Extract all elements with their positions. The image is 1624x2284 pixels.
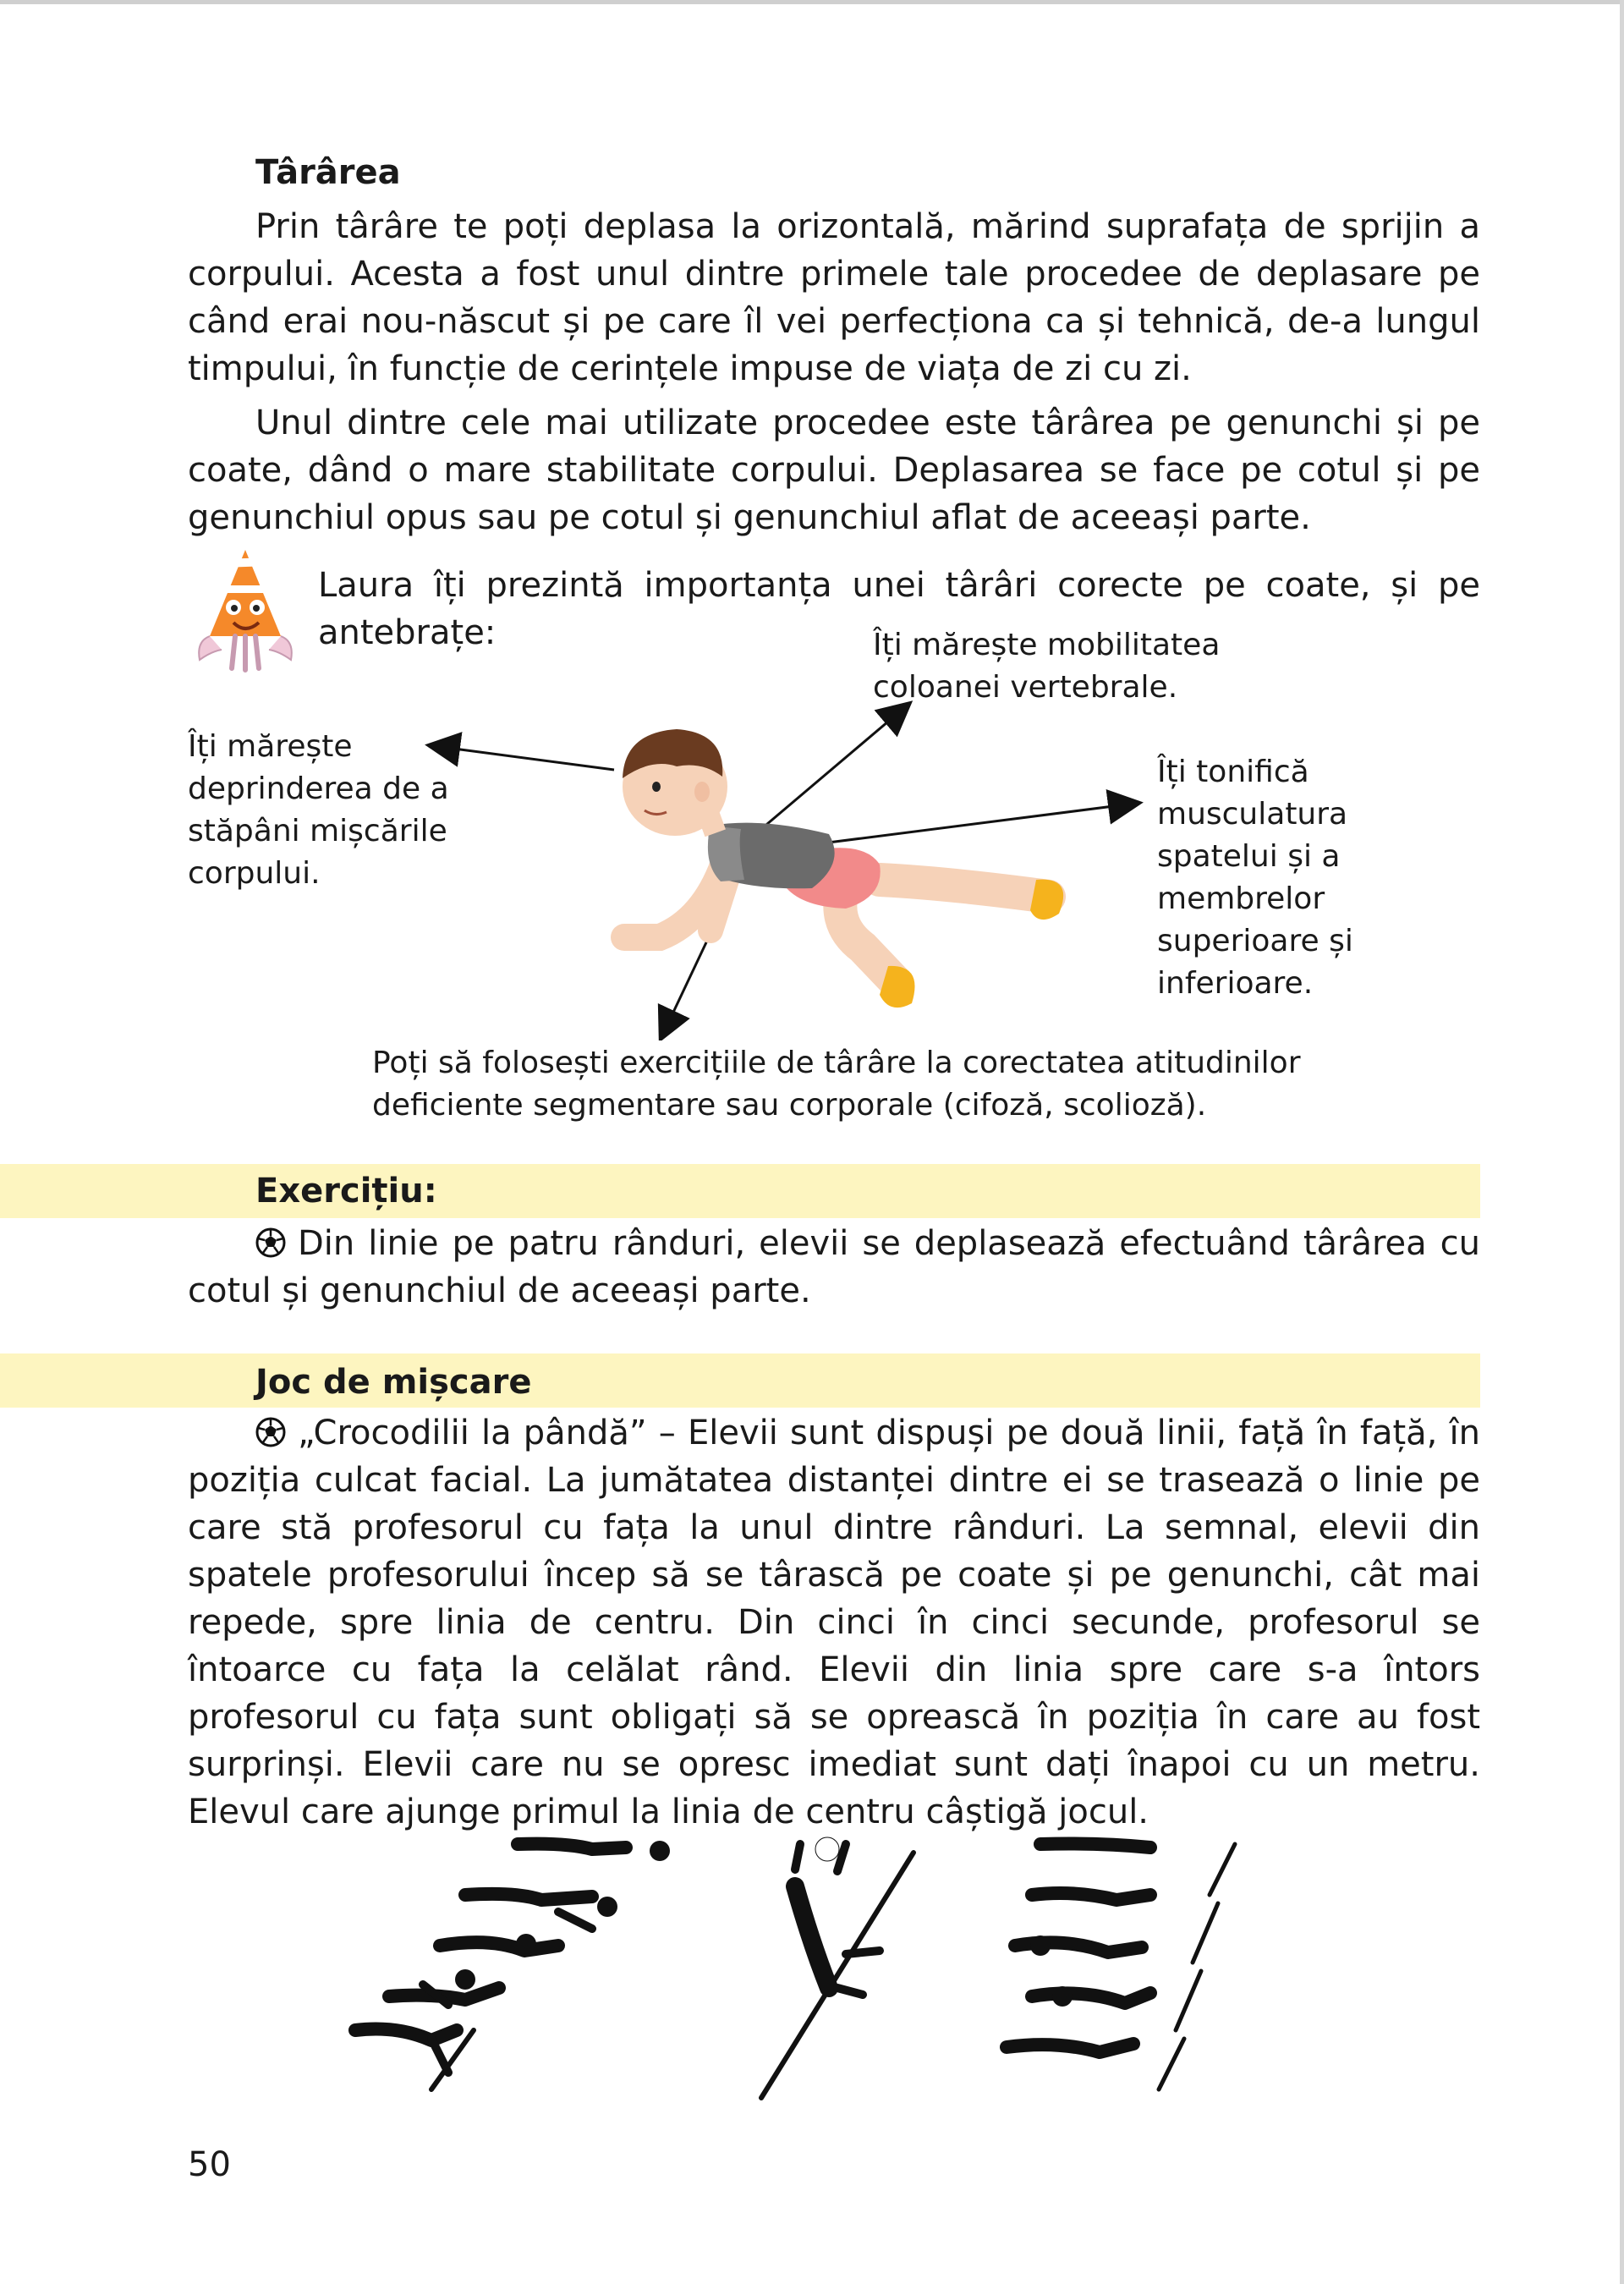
section-title: Târârea [255,153,401,192]
paragraph-procedure: Unul dintre cele mai utilizate procedee este târârea pe genunchi și pe coate, dând o mare stabilitate corpului. Deplasarea se face pe cotul și pe genunchiul opus sau pe cotul și genunchiul aflat de aceeași parte. [188,404,1480,537]
arrow-to-control [435,746,614,770]
laura-intro-text: Laura îți prezintă importanța unei târâri corecte pe coate, și pe antebrațe: [318,566,1480,652]
callout-posture: Poți să folosești exercițiile de târâre la corectatea atitudinilor deficiente segmentare sau corporale (cifoză, scolioză). [372,1046,1301,1123]
arrow-to-tone [802,804,1133,846]
game-text [188,1409,1480,1836]
game-pictogram [338,1819,1269,2106]
callout-control: Îți mărește deprinderea de a stăpâni mișcările corpului. [188,729,449,891]
paragraph-intro: Prin târâre te poți deplasa la orizontală, mărind suprafața de sprijin a corpului. Acesta a fost unul dintre primele tale procedee de deplasare pe când erai nou-născut și pe care îl vei perfecționa ca și tehnică, de-a lungul timpului, în funcție de cerințele impuse de viața de zi cu zi. [188,207,1480,388]
game-highlight-band [0,1353,1480,1408]
mascot-cone-icon [188,541,303,677]
exercise-title: Exercițiu: [255,1172,437,1211]
soccer-ball-icon [255,1227,286,1258]
callout-tone: Îți tonifică musculatura spatelui și a membrelor superioare și inferioare. [1157,755,1353,1001]
page-border-top [0,0,1624,4]
soccer-ball-icon [255,1417,286,1447]
arrow-to-mobility [761,707,905,829]
page-border-right [1620,0,1624,2284]
exercise-text [188,1220,1480,1315]
crawling-child-illustration [406,668,1167,1040]
callout-mobility: Îți mărește mobilitatea coloanei vertebrale. [873,628,1221,705]
game-title: Joc de mișcare [255,1363,532,1402]
exercise-highlight-band [0,1164,1480,1218]
game-text-content: „Crocodilii la pândă” – Elevii sunt dispuși pe două linii, față în față, în poziția culcat facial. La jumătatea distanței dintre ei se trasează o linie pe care stă profesorul cu fața la unul dintre rânduri. La semnal, elevii din spatele profesorului încep să se târască pe coate și pe genunchi, cât mai repede, spre linia de centru. Din cinci în cinci secunde, profesorul se întoarce cu fața la celălat rând. Elevii din linia spre care s-a întors profesorul cu fața sunt obligați să se oprească în poziția în care au fost surprinși. Elevii care nu se opresc imediat sunt dați înapoi cu un metru. Elevul care ajunge primul la linia de centru câștigă jocul. [188,1414,1480,1831]
exercise-text-content: Din linie pe patru rânduri, elevii se deplasează efectuând târârea cu cotul și genunchiul de aceeași parte. [188,1224,1480,1310]
page-number: 50 [188,2145,231,2184]
